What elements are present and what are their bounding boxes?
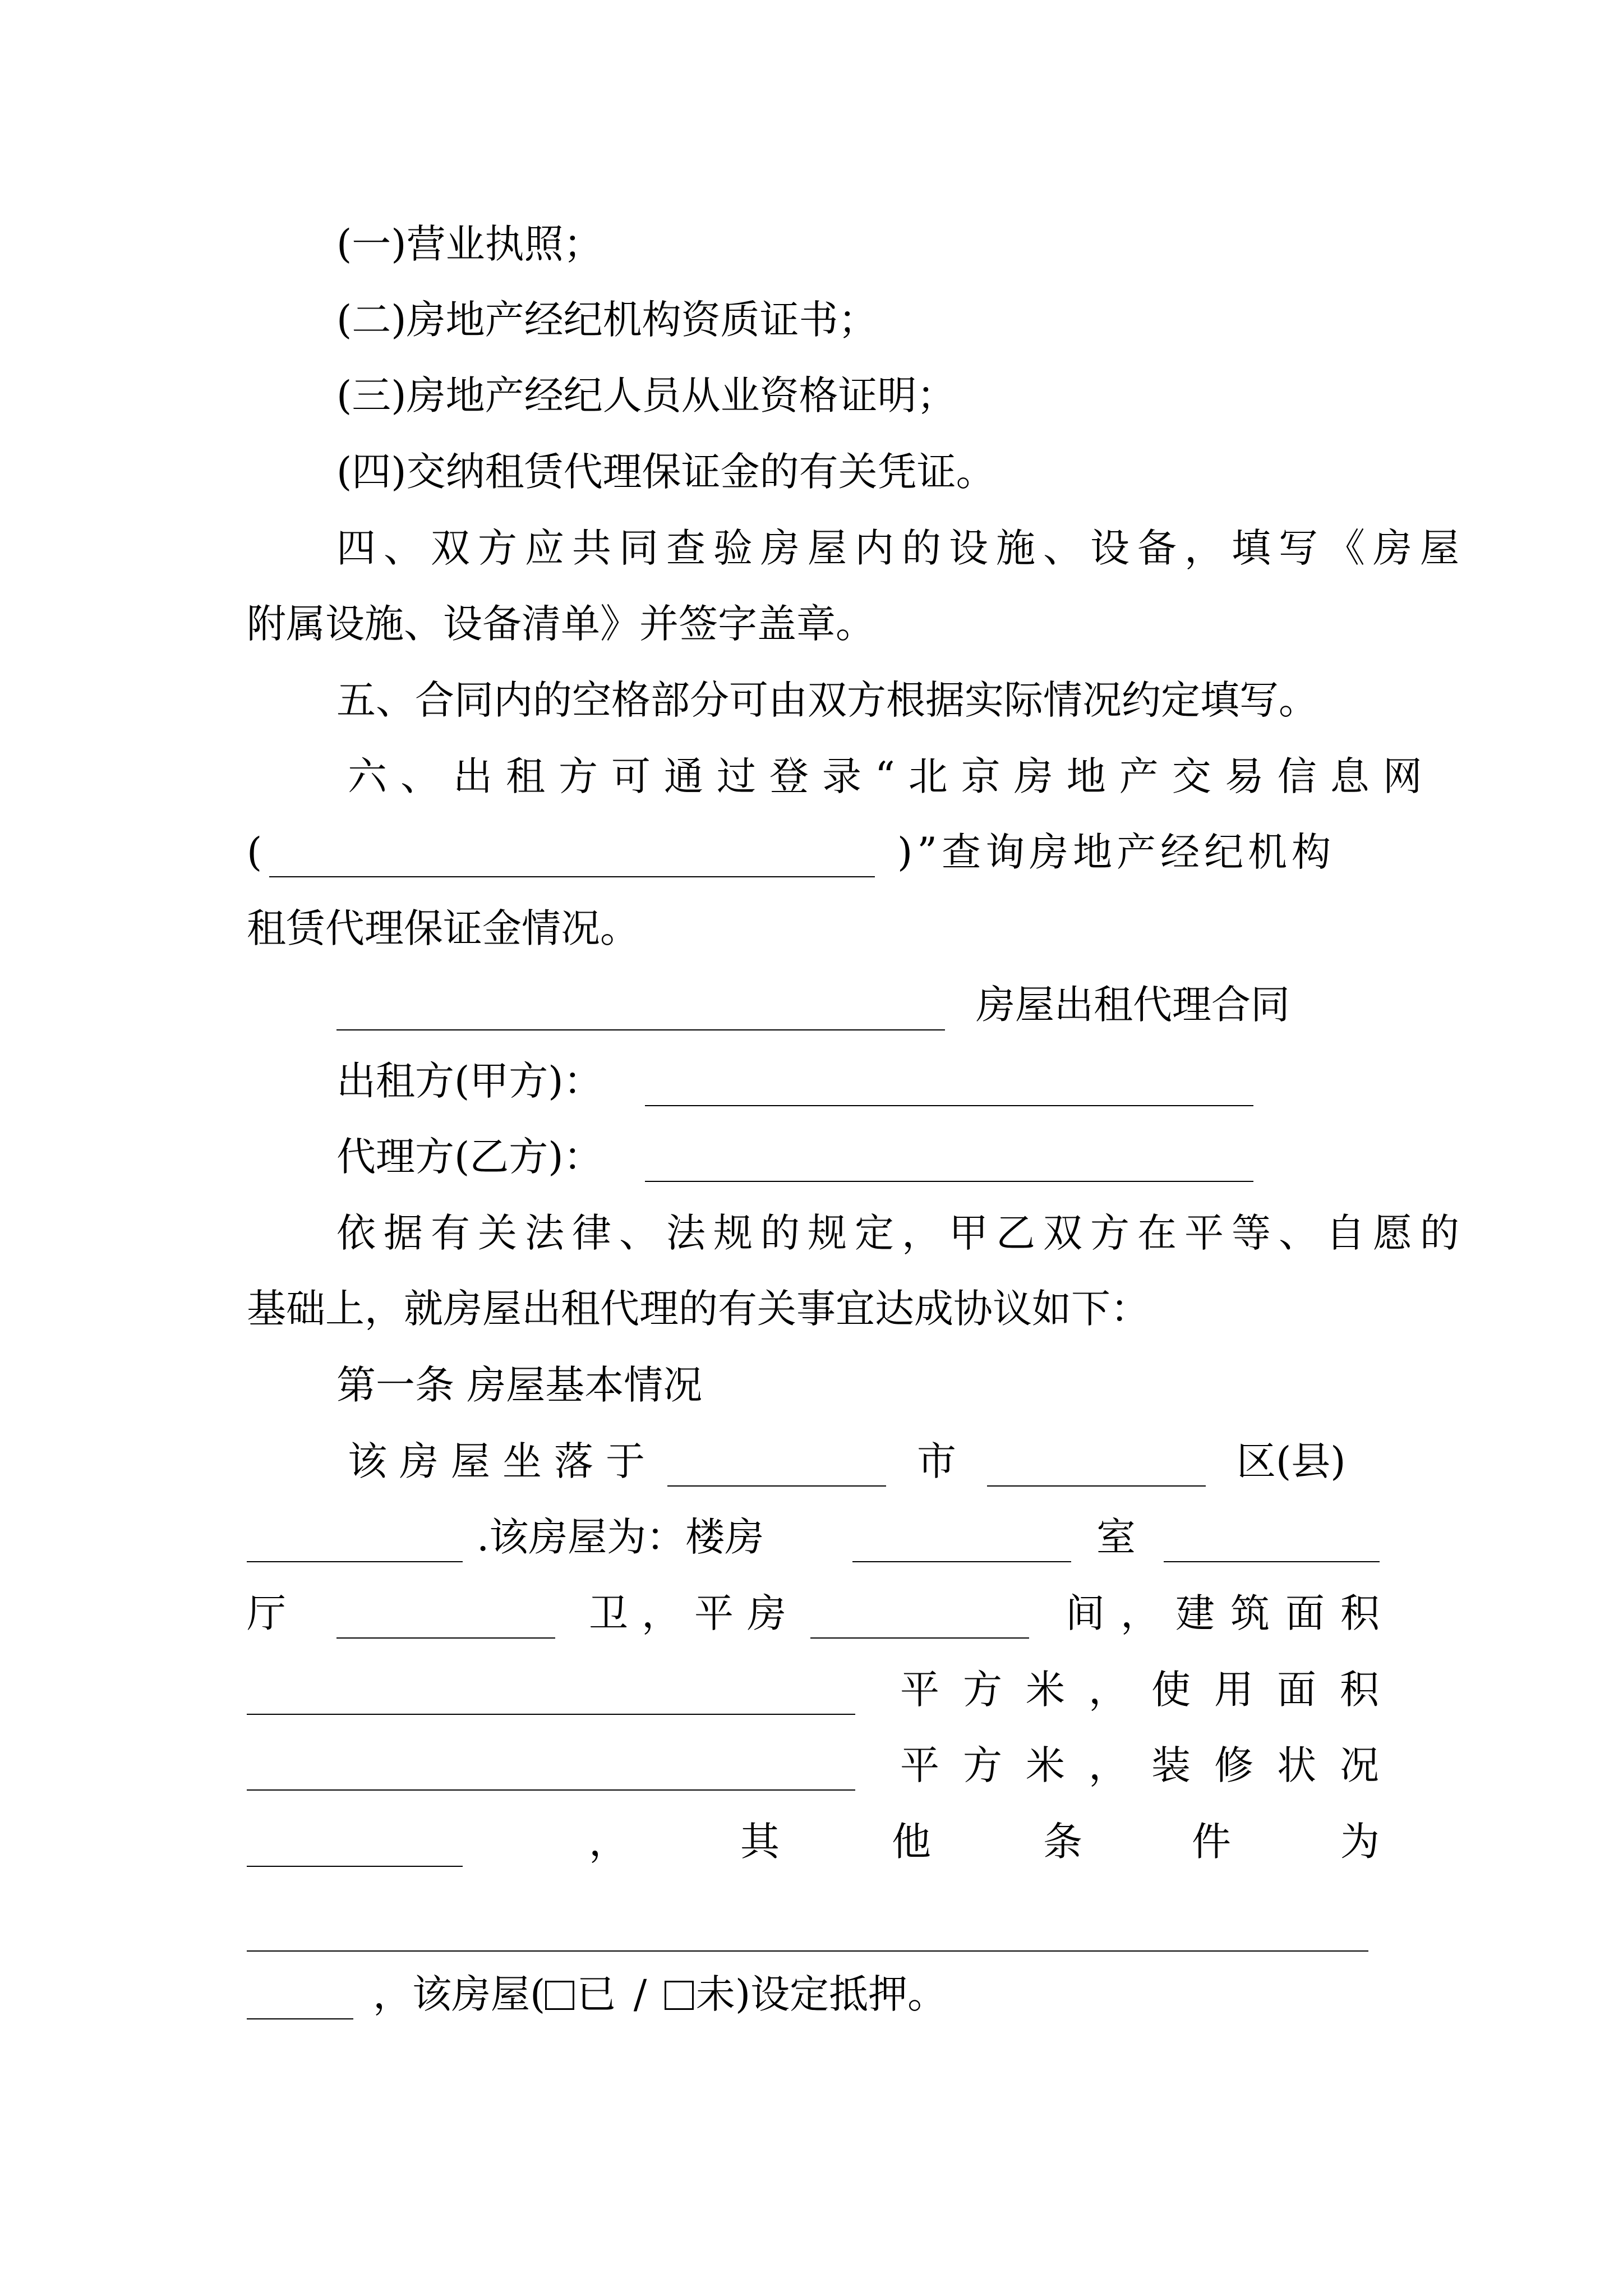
para5: 五、合同内的空格部分可由双方根据实际情况约定填写。	[336, 677, 1318, 723]
city-blank[interactable]	[667, 1485, 886, 1487]
item-2: (二)房地产经纪机构资质证书；	[336, 297, 878, 343]
not-mortgaged-checkbox[interactable]	[665, 1981, 694, 2010]
para6-line2-tail: )”查询房地产经纪机构	[897, 829, 1336, 875]
para4-line1: 四、双方应共同查验房屋内的设施、设备，填写《房屋	[336, 525, 1467, 571]
district-label: 区(县)	[1237, 1438, 1346, 1484]
item-4: (四)交纳租赁代理保证金的有关凭证。	[336, 449, 995, 495]
address-blank[interactable]	[247, 1561, 463, 1562]
agent-label: 代理方(乙方)：	[336, 1134, 603, 1180]
para4-line2: 附属设施、设备清单》并签字盖章。	[247, 601, 875, 647]
para6-open-paren: (	[247, 829, 262, 875]
usable-area-blank[interactable]	[247, 1789, 855, 1791]
intro-line1: 依据有关法律、法规的规定，甲乙双方在平等、自愿的	[336, 1210, 1467, 1256]
item-1: (一)营业执照；	[336, 221, 603, 267]
contract-name-blank[interactable]	[336, 1029, 945, 1030]
hall-label: 厅	[247, 1590, 286, 1636]
decoration-blank[interactable]	[247, 1866, 463, 1867]
lessor-label: 出租方(甲方)：	[336, 1058, 603, 1104]
bath-blank[interactable]	[336, 1637, 555, 1639]
bungalow-blank[interactable]	[810, 1637, 1029, 1639]
other-conditions-blank[interactable]	[247, 1950, 1368, 1952]
lessor-blank[interactable]	[645, 1105, 1253, 1106]
agent-blank[interactable]	[645, 1181, 1253, 1182]
house-type-label: .该房屋为：楼房	[477, 1514, 764, 1560]
website-blank[interactable]	[269, 876, 875, 877]
para6-line3: 租赁代理保证金情况。	[247, 905, 639, 951]
not-yet-label: 未)设定抵押。	[695, 1971, 947, 2017]
other-char-2: 他	[892, 1819, 931, 1865]
bath-label: 卫，平房	[589, 1590, 800, 1636]
contract-title: 房屋出租代理合同	[976, 982, 1290, 1028]
sqm-use-label: 平方米，使用面积	[900, 1667, 1403, 1713]
district-blank[interactable]	[987, 1485, 1206, 1487]
article1-title: 第一条 房屋基本情况	[336, 1362, 703, 1408]
rooms-blank[interactable]	[852, 1561, 1071, 1562]
other-char-1: 其	[740, 1819, 780, 1865]
halls-blank[interactable]	[1164, 1561, 1380, 1562]
city-label: 市	[917, 1438, 956, 1484]
mortgage-prefix: ，该房屋(	[373, 1971, 546, 2017]
other-char-3: 条	[1043, 1819, 1082, 1865]
other-char-4: 件	[1192, 1819, 1231, 1865]
item-3: (三)房地产经纪人员从业资格证明；	[336, 372, 956, 418]
located-at-label: 该房屋坐落于	[348, 1438, 657, 1484]
already-label: 已	[577, 1971, 616, 2017]
intro-line2: 基础上，就房屋出租代理的有关事宜达成协议如下：	[247, 1286, 1150, 1332]
conditions-tail-blank[interactable]	[247, 2018, 353, 2019]
rooms-area-label: 间，建筑面积	[1066, 1590, 1395, 1636]
comma: ，	[589, 1819, 628, 1865]
sqm-deco-label: 平方米，装修状况	[900, 1742, 1403, 1788]
other-char-5: 为	[1340, 1819, 1380, 1865]
room-label: 室	[1096, 1514, 1136, 1560]
para6-line1: 六、出租方可通过登录“北京房地产交易信息网	[348, 753, 1436, 799]
building-area-blank[interactable]	[247, 1714, 855, 1715]
mortgaged-checkbox[interactable]	[545, 1981, 574, 2010]
slash: /	[633, 1971, 647, 2017]
mortgage-line	[373, 1971, 947, 2017]
